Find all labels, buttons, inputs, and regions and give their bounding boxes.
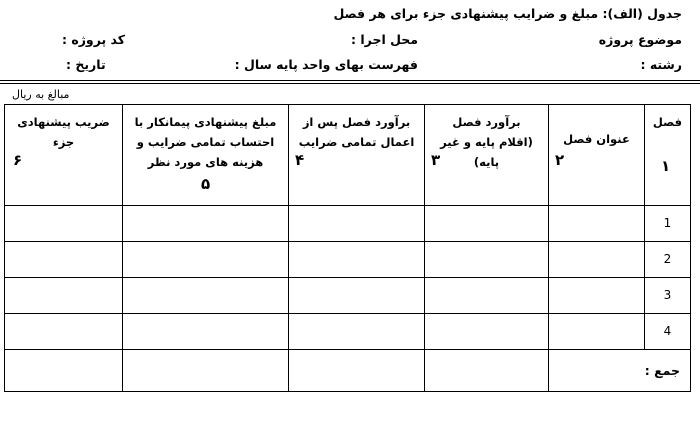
cell-contractor-amount[interactable] [123, 314, 289, 350]
header-divider [0, 80, 700, 81]
header-divider-inner [0, 83, 700, 84]
table-title: جدول (الف): مبلغ و ضرایب پیشنهادی جزء برای هر فصل [333, 6, 682, 21]
total-label-cell [549, 350, 691, 392]
price-list-label: فهرست بهای واحد پایه سال : [234, 57, 418, 72]
total-contractor-amount[interactable] [123, 350, 289, 392]
total-label: جمع : [644, 363, 680, 378]
table-row [5, 278, 691, 314]
project-code-label: کد پروژه : [62, 32, 126, 47]
project-subject-label: موضوع پروژه [598, 32, 682, 47]
cell-chapter-title[interactable] [549, 314, 645, 350]
cell-chapter-number: 2 [645, 242, 691, 278]
cell-estimate[interactable] [425, 314, 549, 350]
cell-chapter-title[interactable] [549, 242, 645, 278]
cell-estimate-after[interactable] [289, 278, 425, 314]
cell-contractor-amount[interactable] [123, 278, 289, 314]
cell-chapter-number: 1 [645, 206, 691, 242]
total-row [5, 350, 691, 392]
cell-estimate[interactable] [425, 278, 549, 314]
date-label: تاریخ : [66, 57, 106, 72]
table-header-row [5, 105, 691, 206]
cell-chapter-title[interactable] [549, 278, 645, 314]
currency-note: مبالغ به ریال [12, 88, 70, 101]
table-row [5, 206, 691, 242]
col-header-coefficient: ضریب پیشنهادی جزء ۶ [5, 105, 123, 206]
cell-estimate-after[interactable] [289, 206, 425, 242]
cell-chapter-number: 4 [645, 314, 691, 350]
cell-coefficient[interactable] [5, 314, 123, 350]
total-estimate[interactable] [425, 350, 549, 392]
cell-coefficient[interactable] [5, 278, 123, 314]
cell-chapter-number: 3 [645, 278, 691, 314]
cell-estimate[interactable] [425, 242, 549, 278]
cell-estimate-after[interactable] [289, 314, 425, 350]
field-label: رشته : [640, 57, 682, 72]
total-coefficient[interactable] [5, 350, 123, 392]
cell-chapter-title[interactable] [549, 206, 645, 242]
proposal-table [4, 104, 691, 392]
col-header-contractor-amount: مبلغ پیشنهادی پیمانکار با احتساب تمامی ضرایب و هزینه های مورد نظر ۵ [123, 105, 289, 206]
cell-coefficient[interactable] [5, 206, 123, 242]
col-header-chapter: فصل ۱ [645, 105, 691, 206]
table-row [5, 314, 691, 350]
cell-coefficient[interactable] [5, 242, 123, 278]
col-header-estimate-after-coefficients: برآورد فصل پس از اعمال تمامی ضرایب ۴ [289, 105, 425, 206]
table-row [5, 242, 691, 278]
cell-contractor-amount[interactable] [123, 206, 289, 242]
col-header-chapter-title: عنوان فصل ۲ [549, 105, 645, 206]
cell-estimate[interactable] [425, 206, 549, 242]
total-estimate-after[interactable] [289, 350, 425, 392]
cell-estimate-after[interactable] [289, 242, 425, 278]
location-label: محل اجرا : [351, 32, 418, 47]
col-header-estimate: برآورد فصل (اقلام پایه و غیر پایه) ۳ [425, 105, 549, 206]
cell-contractor-amount[interactable] [123, 242, 289, 278]
